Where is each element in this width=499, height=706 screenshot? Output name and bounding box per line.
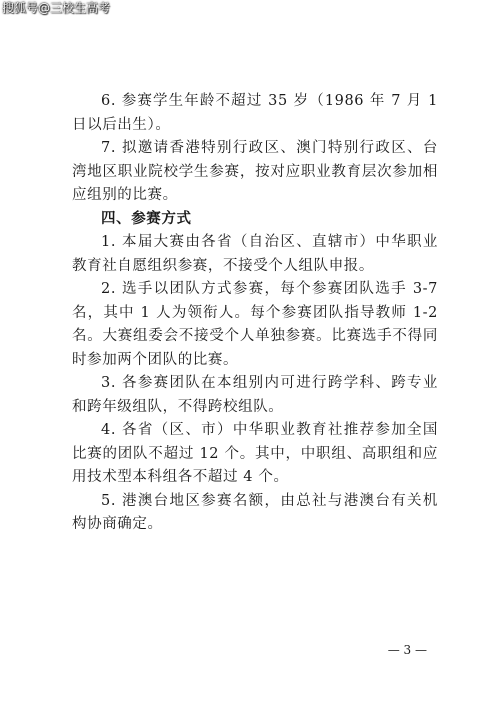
section-paragraph-1: 1. 本届大赛由各省（自治区、直辖市）中华职业教育社自愿组织参赛，不接受个人组队申报。: [72, 234, 438, 274]
document-body: [72, 90, 438, 537]
section-paragraph-3: 3. 各参赛团队在本组别内可进行跨学科、跨专业和跨年级组队，不得跨校组队。: [72, 375, 438, 415]
paragraph-item-7: 7. 拟邀请香港特别行政区、澳门特别行政区、台湾地区职业院校学生参赛，按对应职业教育层次参加相应组别的比赛。: [72, 140, 438, 203]
section-heading: 四、参赛方式: [101, 210, 192, 227]
watermark: 搜狐号@三校生高考: [2, 1, 111, 15]
paragraph-item-6: 6. 参赛学生年龄不超过 35 岁（1986 年 7 月 1 日以后出生）。: [72, 93, 438, 133]
section-paragraph-2: 2. 选手以团队方式参赛，每个参赛团队选手 3-7 名，其中 1 人为领衔人。每个参赛团队指导教师 1-2 名。大赛组委会不接受个人单独参赛。比赛选手不得同时参加两个团队的比赛。: [72, 281, 438, 368]
section-paragraph-4: 4. 各省（区、市）中华职业教育社推荐参加全国比赛的团队不超过 12 个。其中，中职组、高职组和应用技术型本科组各不超过 4 个。: [72, 422, 438, 485]
section-paragraph-5: 5. 港澳台地区参赛名额，由总社与港澳台有关机构协商确定。: [72, 492, 438, 532]
page-number: — 3 —: [387, 643, 427, 657]
